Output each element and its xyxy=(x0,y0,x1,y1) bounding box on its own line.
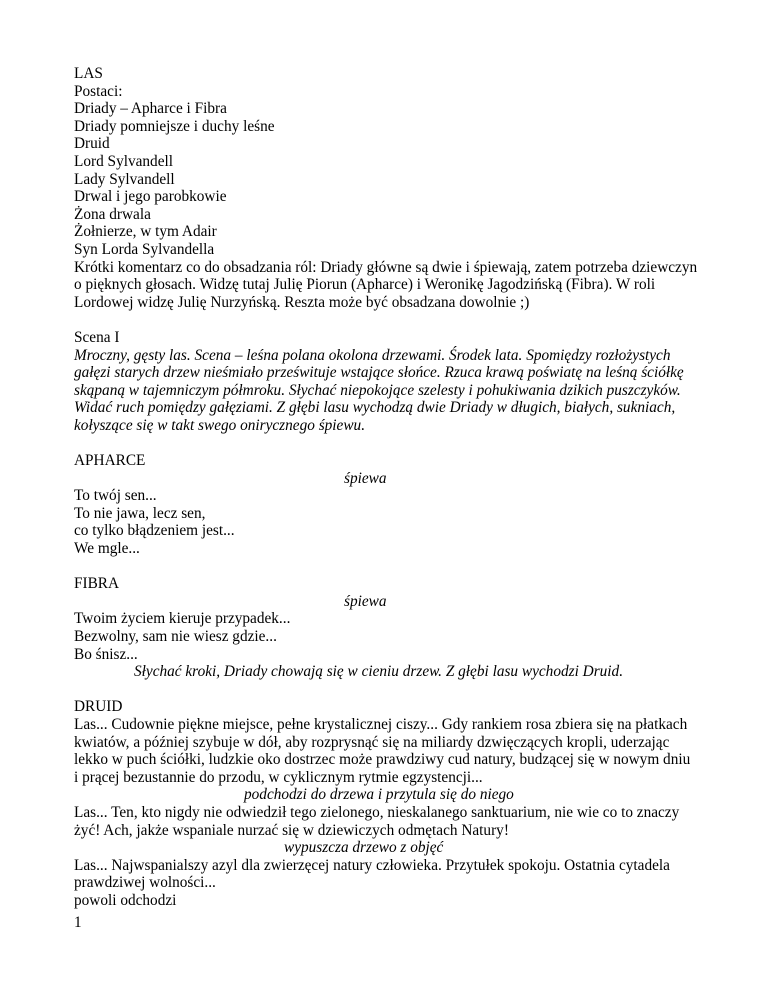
speaker-fibra: FIBRA xyxy=(74,575,120,593)
character-item: Żołnierze, w tym Adair xyxy=(74,223,217,241)
play-title: LAS xyxy=(74,65,103,82)
apharce-line: We mgle... xyxy=(74,540,140,558)
character-item: Drwal i jego parobkowie xyxy=(74,188,227,206)
character-item: Żona drwala xyxy=(74,205,151,223)
fibra-line: Twoim życiem kieruje przypadek... xyxy=(74,610,291,628)
apharce-line: co tylko błądzeniem jest... xyxy=(74,522,235,540)
character-item: Syn Lorda Sylvandella xyxy=(74,240,215,258)
speaker-apharce: APHARCE xyxy=(74,452,146,470)
druid-exit: powoli odchodzi xyxy=(74,891,177,909)
scene-stage-direction: Mroczny, gęsty las. Scena – leśna polana okolona drzewami. Środek lata. Spomiędzy rozłożystych gałęzi starych drzew nieśmiało prześwituje wstające słońce. Rzuca krawą poświatę na leśną ściółkę skąpaną w tajemniczym półmroku. Słychać niepokojące szelesty i pohukiwania dzikich puszczyków. Widać ruch pomiędzy gałęziami. Z głębi lasu wychodzą dwie Driady w długich, białych, sukniach, kołyszące się w takt swego onirycznego śpiewu. xyxy=(74,346,684,434)
apharce-line: To nie jawa, lecz sen, xyxy=(74,504,206,522)
apharce-line: To twój sen... xyxy=(74,487,157,505)
druid-direction-1: podchodzi do drzewa i przytula się do niego xyxy=(244,786,514,804)
character-item: Druid xyxy=(74,135,110,153)
characters-header: Postaci: xyxy=(74,82,123,100)
druid-speech-2: Las... Ten, kto nigdy nie odwiedził tego zielonego, nieskalanego sanktuarium, nie wie co to znaczy żyć! Ach, jakże wspaniale nurzać się w dziewiczych odmętach Natury! xyxy=(74,803,680,839)
character-item: Driady pomniejsze i duchy leśne xyxy=(74,117,275,135)
casting-note: Krótki komentarz co do obsadzania ról: Driady główne są dwie i śpiewają, zatem potrzeba dziewczyn o pięknych głosach. Widzę tutaj Julię Piorun (Apharce) i Weronikę Jagodzińską (Fibra). W roli Lordowej widzę Julię Nurzyńską. Reszta może być obsadzana dowolnie ;) xyxy=(74,258,698,311)
character-item: Lady Sylvandell xyxy=(74,170,175,188)
fibra-direction: śpiewa xyxy=(344,592,387,610)
druid-speech-3: Las... Najwspanialszy azyl dla zwierzęcej natury człowieka. Przytułek spokoju. Ostatnia cytadela prawdziwej wolności... xyxy=(74,856,670,892)
character-item: Driady – Apharce i Fibra xyxy=(74,100,227,118)
character-item: Lord Sylvandell xyxy=(74,152,173,170)
druid-direction-2: wypuszcza drzewo z objęć xyxy=(284,839,444,857)
character-list xyxy=(74,100,698,258)
speaker-druid: DRUID xyxy=(74,698,123,716)
druid-speech-1: Las... Cudownie piękne miejsce, pełne krystalicznej ciszy... Gdy rankiem rosa zbiera się na płatkach kwiatów, a później szybuje w dół, aby rozprysnąć się na miliardy dzwięczących kropli, uderzając lekko w puch ściółki, ludzkie oko dostrzec może prawdziwy cud natury, budzącej się w nowym dniu i prącej bezustannie do przodu, w cyklicznym rytmie egzystencji... xyxy=(74,715,691,786)
fibra-line: Bo śnisz... xyxy=(74,645,138,663)
scene-title: Scena I xyxy=(74,328,120,346)
document-page xyxy=(74,65,698,910)
page-number: 1 xyxy=(74,914,82,931)
apharce-direction: śpiewa xyxy=(344,469,387,487)
fibra-after-direction: Słychać kroki, Driady chowają się w cieniu drzew. Z głębi lasu wychodzi Druid. xyxy=(134,663,624,681)
fibra-line: Bezwolny, sam nie wiesz gdzie... xyxy=(74,628,277,645)
